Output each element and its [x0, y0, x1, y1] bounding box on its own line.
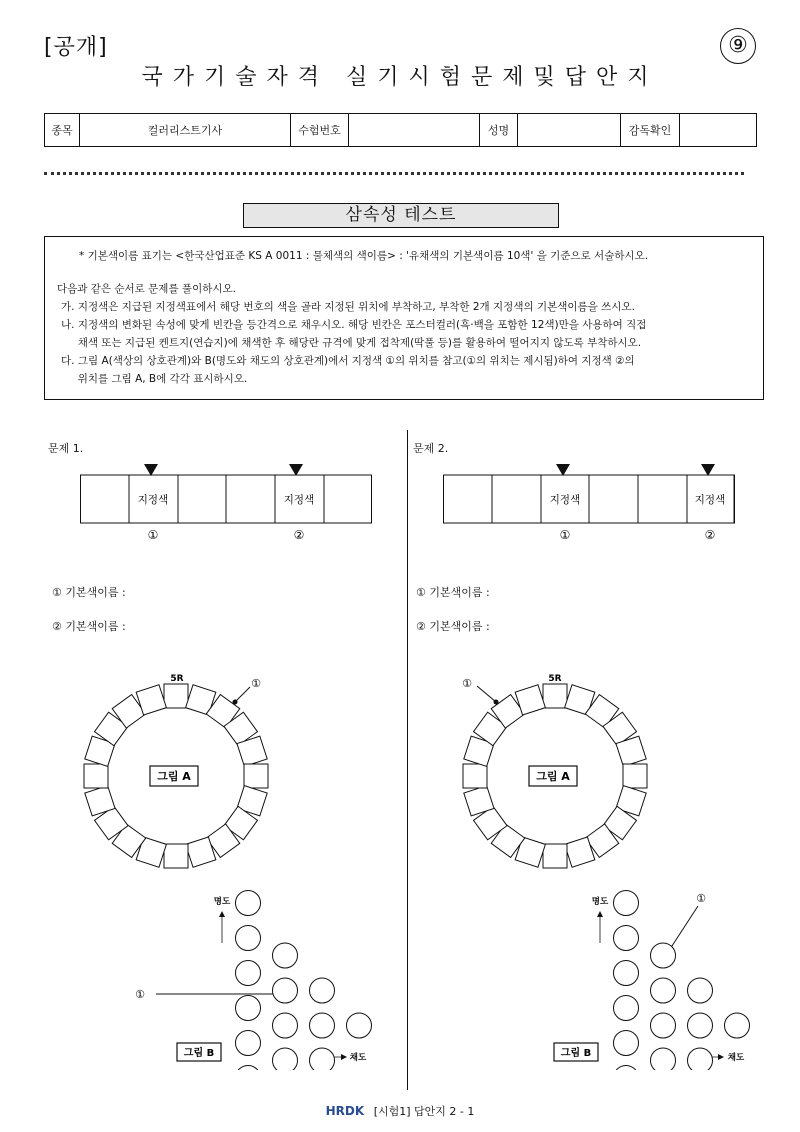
figure-b-label: 그림 B [183, 1048, 215, 1059]
value-chroma-circle[interactable] [310, 978, 335, 1003]
value-chroma-circle[interactable] [725, 1013, 750, 1038]
triangle-marker-icon [289, 464, 303, 476]
column-divider [407, 430, 408, 1090]
triangle-marker-icon [144, 464, 158, 476]
value-chroma-circle[interactable] [614, 996, 639, 1021]
figure-b-value-chroma [130, 885, 380, 1070]
instruction-item: 가. 지정색은 지급된 지정색표에서 해당 번호의 색을 골라 지정된 위치에 부착하고, 부착한 2개 지정색의 기본색이름을 쓰시오. [61, 301, 635, 313]
exam-no-field[interactable] [349, 114, 480, 147]
triangle-marker-icon [556, 464, 570, 476]
footer-text: [시험1] 답안지 2 - 1 [373, 1105, 475, 1118]
value-chroma-circle[interactable] [614, 926, 639, 951]
triangle-marker-icon [701, 464, 715, 476]
value-chroma-circle[interactable] [273, 978, 298, 1003]
value-chroma-circle[interactable] [651, 1013, 676, 1038]
instruction-item: 나. 지정색의 변화된 속성에 맞게 빈칸을 등간격으로 채우시오. 해당 빈칸은 포스터컬러(흑·백을 포함한 12색)만을 사용하여 직접 [61, 319, 647, 331]
figure-a-hue-circle [72, 662, 292, 882]
answer-2-label: ② 기본색이름 : [416, 620, 490, 633]
hue-chip[interactable] [543, 684, 567, 708]
field-label: 종목 [45, 114, 80, 147]
value-chroma-circle[interactable] [273, 1013, 298, 1038]
figure-b-label: 그림 B [560, 1048, 592, 1059]
value-chroma-circle[interactable] [614, 891, 639, 916]
value-chroma-circle[interactable] [688, 1048, 713, 1070]
instruction-note: * 기본색이름 표기는 <한국산업표준 KS A 0011 : 물체색의 색이름> : '유채색의 기본색이름 10색' 을 기준으로 서술하시오. [79, 250, 649, 262]
hrdk-logo: HRDK [325, 1104, 365, 1118]
figure-b-x-label: 채도 [349, 1053, 367, 1063]
hue-chip[interactable] [543, 844, 567, 868]
answer-2-label: ② 기본색이름 : [52, 620, 126, 633]
marker-1: ① [147, 528, 159, 542]
name-label: 성명 [480, 114, 518, 147]
hue-chip[interactable] [84, 764, 108, 788]
value-chroma-circle[interactable] [688, 978, 713, 1003]
value-chroma-circle[interactable] [236, 996, 261, 1021]
value-chroma-circle[interactable] [273, 1048, 298, 1070]
figure-b-y-label: 명도 [213, 897, 231, 907]
instruction-item: 채색 또는 지급된 켄트지(연습지)에 채색한 후 해당란 규격에 맞게 접착제(딱풀 등)를 활용하여 떨어지지 않도록 부착하시오. [61, 337, 642, 349]
dotted-divider [44, 172, 744, 175]
value-chroma-circle[interactable] [236, 961, 261, 986]
figure-a-marker: ① [251, 677, 261, 690]
exam-no-label: 수험번호 [291, 114, 349, 147]
cell-label: 지정색 [283, 494, 315, 506]
problem-1-strip [80, 460, 380, 550]
marker-1: ① [559, 528, 571, 542]
public-tag: [공개] [44, 35, 108, 60]
figure-a-top-label: 5R [548, 674, 562, 684]
value-chroma-circle[interactable] [236, 891, 261, 916]
marker-2: ② [293, 528, 305, 542]
answer-1-label: ① 기본색이름 : [416, 586, 490, 599]
field-value: 컬러리스트기사 [80, 114, 291, 147]
figure-b-x-label: 채도 [727, 1053, 745, 1063]
problem-2-strip [443, 460, 743, 550]
value-chroma-circle[interactable] [236, 1066, 261, 1071]
instruction-item: 다. 그림 A(색상의 상호관계)와 B(명도와 채도의 상호관계)에서 지정색 ①의 위치를 참고(①의 위치는 제시됨)하여 지정색 ②의 [61, 355, 635, 367]
info-table [44, 113, 757, 147]
value-chroma-circle[interactable] [614, 961, 639, 986]
value-chroma-circle[interactable] [614, 1066, 639, 1071]
value-chroma-circle[interactable] [273, 943, 298, 968]
name-field[interactable] [518, 114, 621, 147]
value-chroma-circle[interactable] [310, 1048, 335, 1070]
hue-chip[interactable] [164, 844, 188, 868]
value-chroma-circle[interactable] [347, 1013, 372, 1038]
problem-1-title: 문제 1. [48, 442, 84, 455]
hue-chip[interactable] [164, 684, 188, 708]
hue-chip[interactable] [463, 764, 487, 788]
value-chroma-circle[interactable] [310, 1013, 335, 1038]
cell-label: 지정색 [137, 494, 169, 506]
marker-2: ② [704, 528, 716, 542]
page-number: ⑨ [720, 28, 756, 64]
hue-chip[interactable] [623, 764, 647, 788]
value-chroma-circle[interactable] [236, 926, 261, 951]
figure-b-marker: ① [135, 988, 145, 1001]
value-chroma-circle[interactable] [688, 1013, 713, 1038]
supervisor-label: 감독확인 [621, 114, 680, 147]
page-title: 국가기술자격 실기시험문제및답안지 [141, 65, 659, 90]
footer [0, 1103, 800, 1119]
figure-a-label: 그림 A [536, 770, 570, 783]
problem-2-title: 문제 2. [413, 442, 449, 455]
figure-a-marker: ① [462, 677, 472, 690]
value-chroma-circle[interactable] [236, 1031, 261, 1056]
answer-1-label: ① 기본색이름 : [52, 586, 126, 599]
value-chroma-circle[interactable] [651, 978, 676, 1003]
figure-b-marker: ① [696, 892, 706, 905]
figure-b-y-label: 명도 [591, 897, 609, 907]
value-chroma-circle[interactable] [651, 943, 676, 968]
cell-label: 지정색 [694, 494, 726, 506]
value-chroma-circle[interactable] [651, 1048, 676, 1070]
instruction-item: 위치를 그림 A, B에 각각 표시하시오. [61, 373, 248, 385]
instruction-intro: 다음과 같은 순서로 문제를 풀이하시오. [57, 283, 236, 295]
figure-a-hue-circle [451, 662, 671, 882]
figure-a-label: 그림 A [157, 770, 191, 783]
value-chroma-circle[interactable] [614, 1031, 639, 1056]
instructions-box [44, 236, 764, 400]
supervisor-field[interactable] [680, 114, 757, 147]
figure-b-value-chroma [512, 885, 762, 1070]
cell-label: 지정색 [549, 494, 581, 506]
figure-a-top-label: 5R [170, 674, 184, 684]
hue-chip[interactable] [244, 764, 268, 788]
section-title: 삼속성 테스트 [243, 203, 559, 228]
